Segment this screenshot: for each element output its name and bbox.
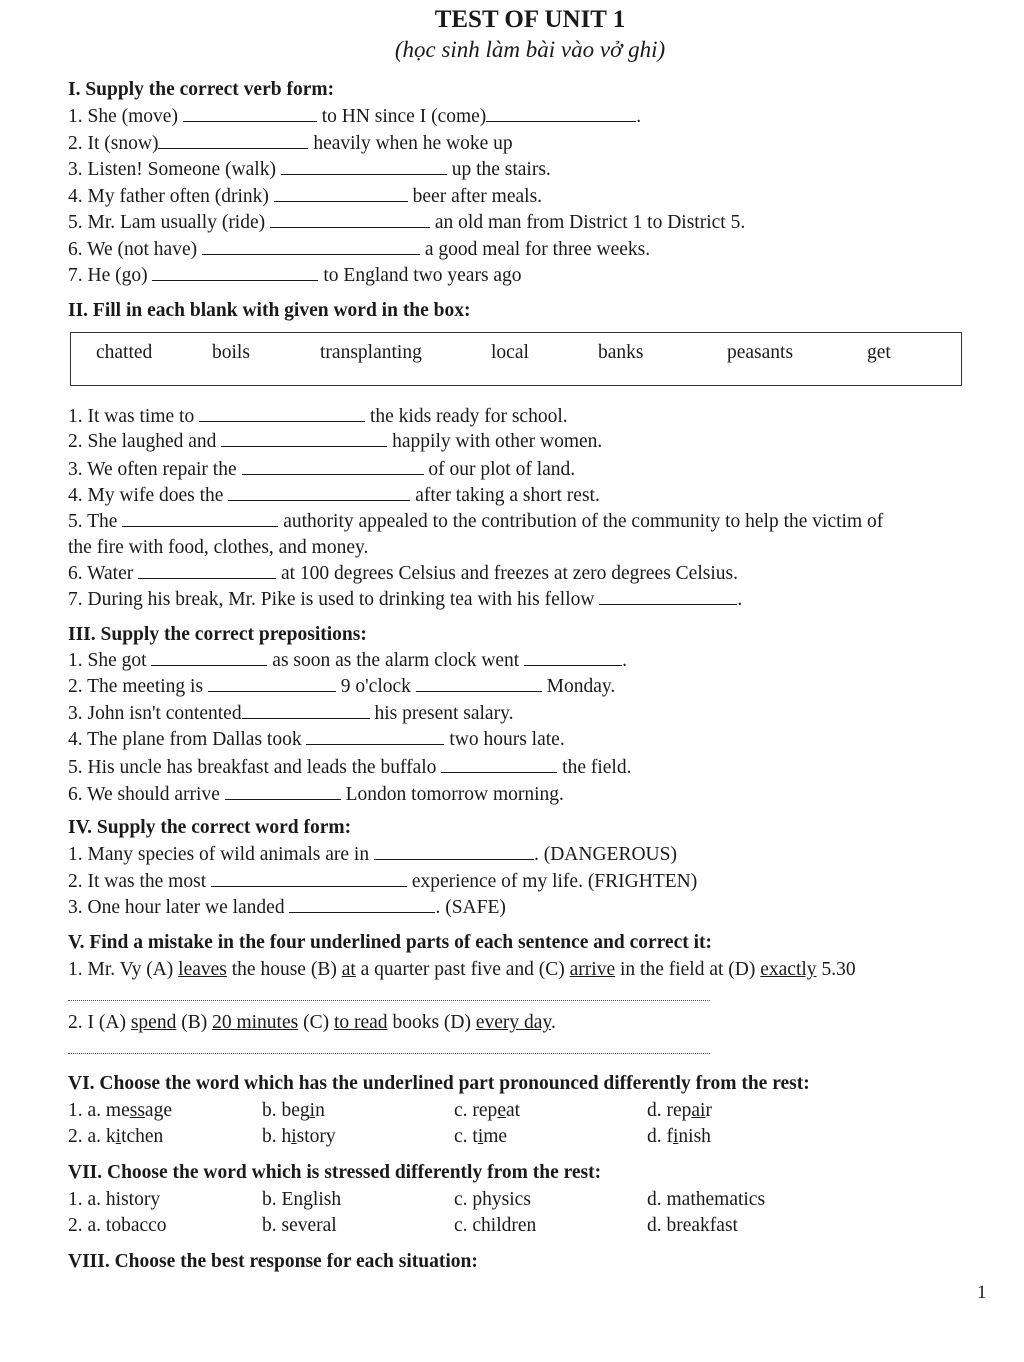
s1-item-6 — [68, 239, 650, 261]
word-box-item: peasants — [727, 342, 794, 363]
option-text: b. h — [262, 1126, 292, 1147]
blank[interactable] — [225, 798, 341, 800]
s2-item-4-text-b: after taking a short rest. — [415, 485, 600, 506]
option-text: 1. a. me — [68, 1100, 130, 1121]
s3-item-5 — [68, 757, 631, 779]
s2-item-2 — [68, 431, 602, 453]
s3-item-2 — [68, 676, 615, 698]
s2-item-6-text-a: 6. Water — [68, 563, 134, 584]
option-text: r — [705, 1100, 712, 1121]
underlined-letters: i — [291, 1126, 297, 1147]
s3-item-1 — [68, 650, 627, 672]
option-text: b. beg — [262, 1100, 310, 1121]
blank[interactable] — [274, 200, 408, 202]
s4-item-3 — [68, 897, 506, 919]
s2-item-2-text-a: 2. She laughed and — [68, 431, 217, 452]
s5-item-1-text: the house (B) — [226, 959, 342, 980]
blank[interactable] — [281, 173, 447, 175]
s1-item-2 — [68, 133, 513, 155]
s2-item-7-text-a: 7. During his break, Mr. Pike is used to drinking tea with his fellow — [68, 589, 595, 610]
s2-item-5-text-b: authority appealed to the contribution of the community to help the victim of — [283, 511, 884, 532]
underlined-part-d: exactly — [760, 959, 817, 980]
s3-item-6-text-b: London tomorrow morning. — [345, 784, 564, 805]
s5-item-2-text: books (D) — [387, 1012, 476, 1033]
s7-q1-option-b[interactable]: b. English — [262, 1189, 342, 1210]
s6-q1-option-a[interactable] — [68, 1100, 172, 1122]
s1-item-1-text-c: . — [636, 106, 642, 127]
underlined-part-c: arrive — [569, 959, 616, 980]
blank[interactable] — [374, 858, 534, 860]
underlined-part-d: every day — [475, 1012, 551, 1033]
blank[interactable] — [242, 717, 370, 719]
s1-item-4-text-b: beer after meals. — [412, 186, 543, 207]
blank[interactable] — [416, 690, 542, 692]
word-box-item: local — [491, 342, 529, 363]
s1-item-4-text-a: 4. My father often (drink) — [68, 186, 269, 207]
s7-q1-option-d[interactable]: d. mathematics — [647, 1189, 766, 1210]
s2-item-6 — [68, 563, 738, 585]
s1-item-1-text-b: to HN since I (come) — [321, 106, 487, 127]
s1-item-5-text-b: an old man from District 1 to District 5. — [434, 212, 746, 233]
blank[interactable] — [158, 147, 308, 149]
s1-item-5-text-a: 5. Mr. Lam usually (ride) — [68, 212, 266, 233]
section2-heading: II. Fill in each blank with given word in the box: — [68, 300, 471, 321]
s1-item-4 — [68, 186, 542, 208]
blank[interactable] — [221, 445, 387, 447]
s1-item-3-text-b: up the stairs. — [451, 159, 551, 180]
s6-q2-option-b[interactable] — [262, 1126, 336, 1148]
blank[interactable] — [183, 120, 317, 122]
s3-item-3-text-b: his present salary. — [374, 703, 514, 724]
s1-item-6-text-a: 6. We (not have) — [68, 239, 198, 260]
word-box-item: boils — [212, 342, 250, 363]
s1-item-5 — [68, 212, 745, 234]
s2-item-1-text-a: 1. It was time to — [68, 406, 195, 427]
s7-q1-option-c[interactable]: c. physics — [454, 1189, 531, 1210]
s7-q2-option-c[interactable]: c. children — [454, 1215, 537, 1236]
s3-item-2-text-b: 9 o'clock — [340, 676, 411, 697]
underlined-letters: i — [309, 1100, 316, 1121]
s5-item-2 — [68, 1012, 556, 1034]
blank[interactable] — [270, 226, 430, 228]
s3-item-4 — [68, 729, 565, 751]
underlined-part-b: 20 minutes — [212, 1012, 299, 1033]
s3-item-5-text-b: the field. — [562, 757, 632, 778]
s3-item-6 — [68, 784, 564, 806]
section5-heading: V. Find a mistake in the four underlined parts of each sentence and correct it: — [68, 932, 713, 953]
answer-line[interactable] — [68, 1053, 710, 1054]
section4-heading: IV. Supply the correct word form: — [68, 817, 352, 838]
s4-item-3-text-b: . (SAFE) — [435, 897, 506, 918]
s2-item-1-text-b: the kids ready for school. — [369, 406, 568, 427]
option-text: at — [505, 1100, 521, 1121]
s1-item-2-text-a: 2. It (snow) — [68, 133, 159, 154]
s3-item-2-text-c: Monday. — [546, 676, 616, 697]
s7-q2-option-a[interactable]: 2. a. tobacco — [68, 1215, 167, 1236]
option-text: c. rep — [454, 1100, 498, 1121]
s1-item-2-text-b: heavily when he woke up — [313, 133, 513, 154]
blank[interactable] — [599, 603, 737, 605]
section3-heading: III. Supply the correct prepositions: — [68, 624, 367, 645]
blank[interactable] — [208, 690, 336, 692]
s2-item-7-text-b: . — [737, 589, 743, 610]
section6-heading: VI. Choose the word which has the underlined part pronounced differently from the rest: — [68, 1073, 810, 1094]
blank[interactable] — [228, 499, 410, 501]
s6-q2-option-c[interactable] — [454, 1126, 507, 1148]
s3-item-1-text-c: . — [622, 650, 627, 671]
s5-item-1-text: a quarter past five and (C) — [355, 959, 570, 980]
underlined-letters: e — [497, 1100, 506, 1121]
option-text: story — [296, 1126, 336, 1147]
s3-item-6-text-a: 6. We should arrive — [68, 784, 220, 805]
s2-item-2-text-b: happily with other women. — [392, 431, 603, 452]
s1-item-3 — [68, 159, 551, 181]
underlined-letters: i — [477, 1126, 484, 1147]
s5-item-2-text: . — [550, 1012, 556, 1033]
s5-item-1-text: in the field at (D) — [615, 959, 761, 980]
blank[interactable] — [122, 525, 278, 527]
s4-item-2-text-b: experience of my life. (FRIGHTEN) — [411, 871, 698, 892]
s3-item-4-text-a: 4. The plane from Dallas took — [68, 729, 302, 750]
s4-item-3-text-a: 3. One hour later we landed — [68, 897, 285, 918]
s4-item-2-text-a: 2. It was the most — [68, 871, 207, 892]
blank[interactable] — [441, 771, 557, 773]
s2-item-3 — [68, 459, 575, 481]
s2-item-3-text-b: of our plot of land. — [428, 459, 576, 480]
s3-item-2-text-a: 2. The meeting is — [68, 676, 204, 697]
s7-q2-option-b[interactable]: b. several — [262, 1215, 337, 1236]
answer-line[interactable] — [68, 1000, 710, 1001]
word-box-item: get — [867, 342, 891, 363]
s4-item-1-text-b: . (DANGEROUS) — [533, 844, 677, 865]
s6-q2-option-a[interactable] — [68, 1126, 163, 1148]
s1-item-1 — [68, 106, 641, 128]
s3-item-3-text-a: 3. John isn't contented — [68, 703, 242, 724]
s2-item-3-text-a: 3. We often repair the — [68, 459, 237, 480]
s2-item-6-text-b: at 100 degrees Celsius and freezes at zero degrees Celsius. — [280, 563, 738, 584]
option-text: tchen — [121, 1126, 164, 1147]
underlined-part-a: spend — [130, 1012, 177, 1033]
blank[interactable] — [486, 120, 636, 122]
s6-q1-option-c[interactable] — [454, 1100, 520, 1122]
blank[interactable] — [199, 420, 365, 422]
underlined-letters: ai — [691, 1100, 706, 1121]
s2-item-7 — [68, 589, 742, 611]
option-text: d. rep — [647, 1100, 692, 1121]
s5-item-2-text: 2. I (A) — [68, 1012, 131, 1033]
option-text: n — [315, 1100, 325, 1121]
s4-item-2 — [68, 871, 697, 893]
section1-heading: I. Supply the correct verb form: — [68, 79, 335, 100]
s2-item-1 — [68, 406, 568, 428]
blank[interactable] — [524, 664, 622, 666]
option-text: c. t — [454, 1126, 478, 1147]
blank[interactable] — [138, 577, 276, 579]
blank[interactable] — [289, 911, 435, 913]
option-text: age — [144, 1100, 172, 1121]
s3-item-1-text-a: 1. She got — [68, 650, 147, 671]
blank[interactable] — [211, 885, 407, 887]
s2-item-5 — [68, 511, 883, 533]
s1-item-3-text-a: 3. Listen! Someone (walk) — [68, 159, 276, 180]
word-box-item: banks — [598, 342, 644, 363]
s5-item-2-text: (B) — [176, 1012, 213, 1033]
page-title: TEST OF UNIT 1 — [434, 6, 626, 33]
s1-item-7-text-a: 7. He (go) — [68, 265, 148, 286]
underlined-part-b: at — [341, 959, 356, 980]
s6-q2-option-d[interactable] — [647, 1126, 711, 1148]
s5-item-1-text: 5.30 — [816, 959, 856, 980]
s2-item-4-text-a: 4. My wife does the — [68, 485, 224, 506]
underlined-letters: ss — [129, 1100, 145, 1121]
section8-heading: VIII. Choose the best response for each situation: — [68, 1251, 478, 1272]
underlined-letters: i — [673, 1126, 679, 1147]
s6-q1-option-d[interactable] — [647, 1100, 712, 1122]
blank[interactable] — [152, 279, 318, 281]
section7-heading: VII. Choose the word which is stressed differently from the rest: — [68, 1162, 602, 1183]
underlined-letters: i — [115, 1126, 122, 1147]
word-box-item: chatted — [96, 342, 153, 363]
underlined-part-c: to read — [333, 1012, 388, 1033]
s2-item-5-text-a: 5. The — [68, 511, 118, 532]
page-number: 1 — [977, 1282, 987, 1303]
word-box-item: transplanting — [320, 342, 422, 363]
s1-item-7-text-b: to England two years ago — [323, 265, 522, 286]
page-subtitle: (học sinh làm bài vào vở ghi) — [394, 37, 666, 62]
s7-q1-option-a[interactable]: 1. a. history — [68, 1189, 161, 1210]
underlined-part-a: leaves — [178, 959, 227, 980]
s7-q2-option-d[interactable]: d. breakfast — [647, 1215, 738, 1236]
s5-item-1 — [68, 959, 856, 981]
s1-item-7 — [68, 265, 522, 287]
blank[interactable] — [306, 743, 444, 745]
option-text: d. f — [647, 1126, 673, 1147]
s4-item-1 — [68, 844, 677, 866]
s6-q1-option-b[interactable] — [262, 1100, 325, 1122]
s4-item-1-text-a: 1. Many species of wild animals are in — [68, 844, 370, 865]
option-text: me — [483, 1126, 508, 1147]
s5-item-1-text: 1. Mr. Vy (A) — [68, 959, 179, 980]
s3-item-4-text-b: two hours late. — [449, 729, 565, 750]
blank[interactable] — [242, 473, 424, 475]
s3-item-3 — [68, 703, 513, 725]
s3-item-1-text-b: as soon as the alarm clock went — [272, 650, 520, 671]
s2-item-5-cont: the fire with food, clothes, and money. — [68, 537, 369, 558]
option-text: nish — [678, 1126, 711, 1147]
s2-item-4 — [68, 485, 600, 507]
blank[interactable] — [151, 664, 267, 666]
s5-item-2-text: (C) — [298, 1012, 334, 1033]
s1-item-1-text-a: 1. She (move) — [68, 106, 178, 127]
blank[interactable] — [202, 253, 420, 255]
s3-item-5-text-a: 5. His uncle has breakfast and leads the buffalo — [68, 757, 437, 778]
option-text: 2. a. k — [68, 1126, 116, 1147]
s1-item-6-text-b: a good meal for three weeks. — [424, 239, 651, 260]
